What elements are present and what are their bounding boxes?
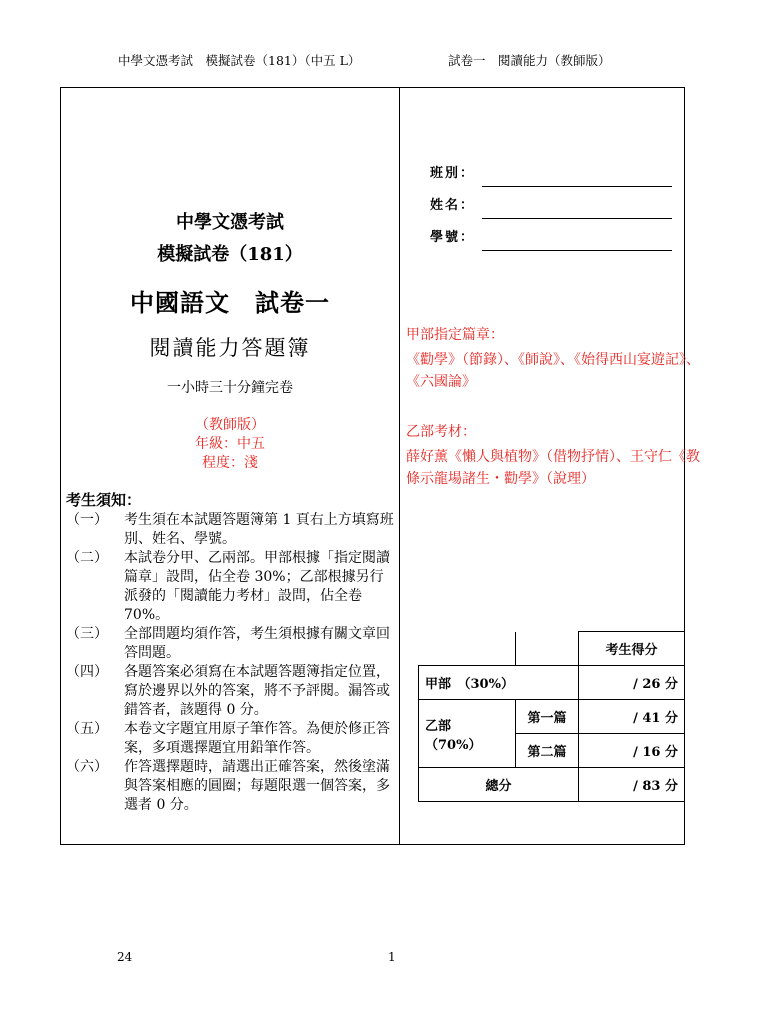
notice-item-text: 各題答案必須寫在本試題答題簿指定位置，寫於邊界以外的答案，將不予評閱。漏答或錯答者，該題得 0 分。 bbox=[124, 664, 390, 718]
name-field[interactable] bbox=[482, 218, 672, 219]
notice-item-number: （六） bbox=[66, 759, 108, 775]
part-a-label: 甲部 （30%） bbox=[419, 666, 579, 700]
score-header: 考生得分 bbox=[579, 632, 685, 666]
passage-1-score: / 41 分 bbox=[579, 700, 685, 734]
header-left: 中學文憑考試 模擬試卷（181）（中五 L） bbox=[118, 53, 361, 68]
notice-item-number: （四） bbox=[66, 664, 108, 680]
student-number-label: 學號： bbox=[430, 230, 476, 245]
notice-item bbox=[66, 720, 396, 758]
exam-title: 中學文憑考試 bbox=[176, 212, 284, 233]
notice-item bbox=[66, 549, 396, 625]
notice-item-number: （五） bbox=[66, 721, 108, 737]
score-header-row bbox=[419, 632, 685, 666]
booklet-title: 閱讀能力答題簿 bbox=[149, 336, 311, 360]
version-label: （教師版） bbox=[195, 417, 265, 433]
section-b-content: 薛好薰《懶人與植物》（借物抒情）、王守仁《教條示龍場諸生・勸學》（說理） bbox=[406, 449, 700, 487]
part-b-label-cell bbox=[419, 700, 516, 768]
class-field[interactable] bbox=[482, 186, 672, 187]
notice-item bbox=[66, 663, 396, 720]
notice-item-number: （一） bbox=[66, 512, 108, 528]
section-a-content: 《勸學》（節錄）、《師說》、《始得西山宴遊記》、《六國論》 bbox=[406, 352, 700, 390]
student-number-field[interactable] bbox=[482, 250, 672, 251]
notice-item-number: （三） bbox=[66, 626, 108, 642]
class-label: 班別： bbox=[430, 166, 476, 181]
subject-title: 中國語文 試卷一 bbox=[130, 288, 330, 317]
total-score: / 83 分 bbox=[579, 768, 685, 802]
part-b-row-1 bbox=[419, 700, 685, 734]
part-a-row bbox=[419, 666, 685, 700]
score-table bbox=[418, 631, 685, 802]
duration-text: 一小時三十分鐘完卷 bbox=[167, 380, 293, 396]
notice-item-number: （二） bbox=[66, 550, 108, 566]
part-a-score: / 26 分 bbox=[579, 666, 685, 700]
part-b-label: 乙部 bbox=[425, 718, 452, 734]
header-right: 試卷一 閱讀能力（教師版） bbox=[448, 53, 611, 68]
notice-item bbox=[66, 625, 396, 663]
notice-item-text: 作答選擇題時，請選出正確答案，然後塗滿與答案相應的圓圈；每題限選一個答案，多選者 0 分。 bbox=[124, 759, 390, 813]
paper-title: 模擬試卷（181） bbox=[157, 244, 303, 265]
total-label: 總分 bbox=[419, 768, 579, 802]
notice-list bbox=[66, 511, 396, 815]
passage-2-score: / 16 分 bbox=[579, 734, 685, 768]
total-row bbox=[419, 768, 685, 802]
notice-item bbox=[66, 758, 396, 815]
footer-left-number: 24 bbox=[117, 950, 133, 964]
notice-item-text: 本試卷分甲、乙兩部。甲部根據「指定閱讀篇章」設問，佔全卷 30%；乙部根據另行派發的「閱讀能力考材」設問，佔全卷 70%。 bbox=[124, 550, 390, 623]
name-label: 姓名： bbox=[430, 198, 476, 213]
notice-item bbox=[66, 511, 396, 549]
notice-item-text: 考生須在本試題答題簿第 1 頁右上方填寫班別、姓名、學號。 bbox=[124, 512, 394, 547]
section-a-title: 甲部指定篇章： bbox=[406, 327, 504, 343]
part-b-percentage: （70%） bbox=[425, 737, 482, 753]
passage-2-label: 第二篇 bbox=[516, 734, 579, 768]
grade-label: 年級：中五 bbox=[195, 436, 265, 452]
notice-title: 考生須知： bbox=[66, 491, 142, 509]
section-b-title: 乙部考材： bbox=[406, 424, 476, 440]
page-number: 1 bbox=[388, 950, 396, 964]
notice-item-text: 本卷文字題宜用原子筆作答。為便於修正答案，多項選擇題宜用鉛筆作答。 bbox=[124, 721, 390, 756]
level-label: 程度：淺 bbox=[202, 455, 258, 471]
passage-1-label: 第一篇 bbox=[516, 700, 579, 734]
notice-item-text: 全部問題均須作答，考生須根據有關文章回答問題。 bbox=[124, 626, 390, 661]
